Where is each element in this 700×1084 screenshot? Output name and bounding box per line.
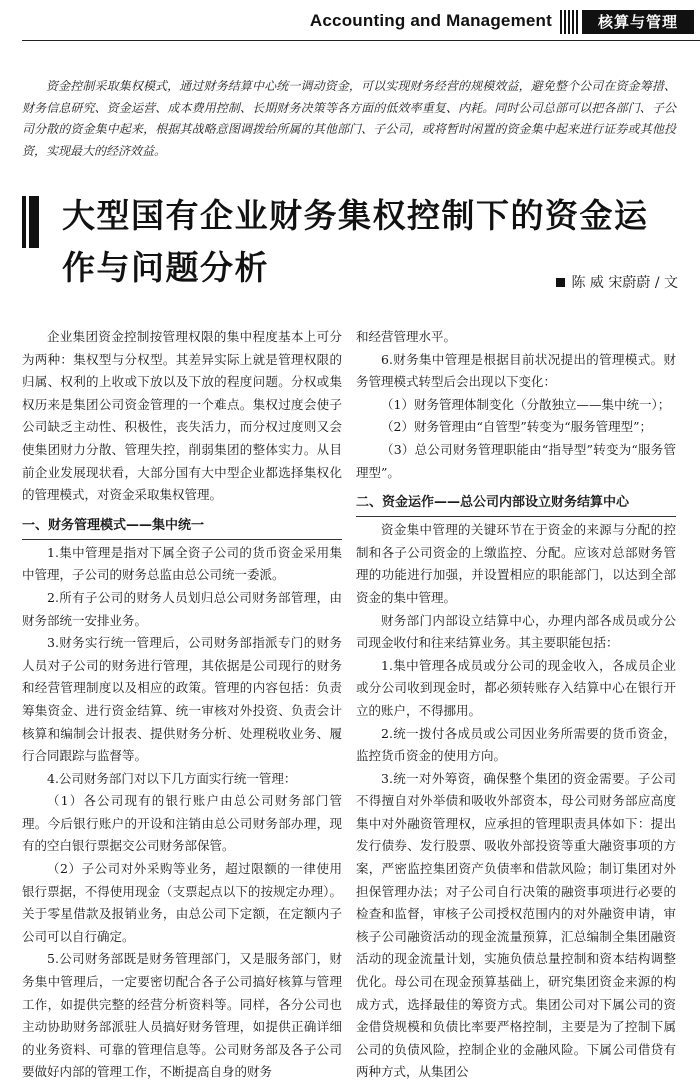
paragraph: 资金集中管理的关键环节在于资金的来源与分配的控制和各子公司资金的上缴监控、分配。应该对总部财务管理的功能进行加强，并设置相应的职能部门，以达到全部资金的集中管理。 [356, 522, 676, 605]
header-barcode-decoration [560, 10, 578, 34]
header-divider [22, 40, 700, 41]
list-item: （3）总公司财务管理职能由“指导型”转变为“服务管理型”。 [356, 441, 676, 480]
paragraph: 财务部门内部设立结算中心，办理内部各成员或分公司现金收付和往来结算业务。其主要职能包括： [356, 612, 676, 651]
page-header [0, 0, 700, 44]
paragraph: 6.财务集中管理是根据目前状况提出的管理模式。财务管理模式转型后会出现以下变化： [356, 351, 676, 390]
paragraph: 2.所有子公司的财务人员划归总公司财务部管理，由财务部统一安排业务。 [22, 589, 342, 628]
paragraph: 3.财务实行统一管理后，公司财务部指派专门的财务人员对子公司的财务进行管理，其依据是公司现行的财务和经营管理制度以及相应的政策。管理的内容包括：负责筹集资金、进行资金结算、统一审核对外投资、负责会计核算和编制会计报表、提供财务分析、处理税收业务、履行合同跟踪与监督等。 [22, 635, 342, 764]
paragraph: 4.公司财务部门对以下几方面实行统一管理： [47, 770, 297, 786]
left-column [22, 326, 342, 1084]
paragraph: （2）子公司对外采购等业务，超过限额的一律使用银行票据，不得使用现金（支票起点以下的按规定办理）。关于零星借款及报销业务，由总公司下定额，在定额内子公司可以自行确定。 [22, 861, 342, 944]
square-bullet-icon [556, 278, 565, 287]
paragraph-continuation: 和经营管理水平。 [356, 329, 457, 344]
section-rule [22, 539, 342, 540]
paragraph: 1.集中管理各成员或分公司的现金收入，各成员企业或分公司收到现金时，都必须转账存入结算中心在银行开立的账户，不得挪用。 [356, 657, 676, 718]
author-line [556, 272, 678, 292]
right-column [356, 326, 676, 1084]
article-title: 大型国有企业财务集权控制下的资金运作与问题分析 [62, 196, 649, 287]
section-rule [356, 516, 676, 517]
paragraph: 1.集中管理是指对下属全资子公司的货币资金采用集中管理，子公司的财务总监由总公司统一委派。 [22, 544, 342, 583]
title-marker-icon [22, 196, 40, 248]
section-2-heading: 二、资金运作——总公司内部设立财务结算中心 [356, 495, 630, 511]
journal-section-title: Accounting and Management [309, 11, 552, 30]
paragraph: 3.统一对外筹资，确保整个集团的资金需要。子公司不得擅自对外举债和吸收外部资本，母公司财务部应高度集中对外融资管理权，应承担的管理职责具体如下：提出发行债券、发行股票、吸收外部投资等重大融资事项的方案，严密监控集团资产负债率和借款风险；制订集团对外担保管理办法；对子公司自行决策的融资事项进行必要的检查和监督，审核子公司授权范围内的对外融资申请，审核子公司融资活动的现金流量预算，汇总编制全集团融资活动的现金流量计划，实施负债总量控制和资本结构调整优化。母公司在现金预算基础上，研究集团资金来源的构成方式，选择最佳的筹资方式。集团公司对下属公司的资金借贷规模和负债比率要严格控制，主要是为了控制下属公司的负债风险，控制企业的金融风险。下属公司借贷有两种方式，从集团公 [356, 770, 676, 1080]
list-item: （2）财务管理由“自管型”转变为“服务管理型”； [381, 419, 653, 435]
paragraph: 2.统一拨付各成员或公司因业务所需要的货币资金，监控货币资金的使用方向。 [356, 725, 676, 764]
intro-paragraph: 企业集团资金控制按管理权限的集中程度基本上可分为两种：集权型与分权型。其差异实际上就是管理权限的归属、权利的上收或下放以及下放的程度问题。分权或集权历来是集团公司资金管理的一个难点。集权过度会使子公司缺乏主动性、积极性，丧失活力，而分权过度则又会使集团财力分散、管理失控，削弱集团的整体实力。从目前企业发展现状看，大部分国有大中型企业都选择集权化的管理模式，对资金采取集权管理。 [22, 329, 342, 503]
section-badge: 核算与管理 [582, 10, 694, 34]
section-1-heading: 一、财务管理模式——集中统一 [22, 517, 205, 533]
paragraph: 5.公司财务部既是财务管理部门，又是服务部门，财务集中管理后，一定要密切配合各子公司搞好核算与管理工作，如提供完整的经营分析资料等。同样，各分公司也主动协助财务部派驻人员搞好财务管理，如提供正确详细的业务资料、可靠的管理信息等。公司财务部及各子公司要做好内部的管理工作，不断提高自身的财务 [22, 951, 342, 1080]
author-names: 陈 威 宋蔚蔚 / 文 [571, 275, 678, 291]
paragraph: （1）各公司现有的银行账户由总公司财务部门管理。今后银行账户的开设和注销由总公司财务部办理，现有的空白银行票据交公司财务部保管。 [22, 793, 342, 854]
list-item: （1）财务管理体制变化（分散独立——集中统一）； [381, 396, 671, 412]
abstract: 资金控制采取集权模式，通过财务结算中心统一调动资金，可以实现财务经营的规模效益，避免整个公司在资金筹措、财务信息研究、资金运营、成本费用控制、长期财务决策等各方面的低效率重复、内耗。同时公司总部可以把各部门、子公司分散的资金集中起来，根据其战略意图调拨给所属的其他部门、子公司，或将暂时闲置的资金集中起来进行证券或其他投资，实现最大的经济效益。 [22, 79, 676, 158]
